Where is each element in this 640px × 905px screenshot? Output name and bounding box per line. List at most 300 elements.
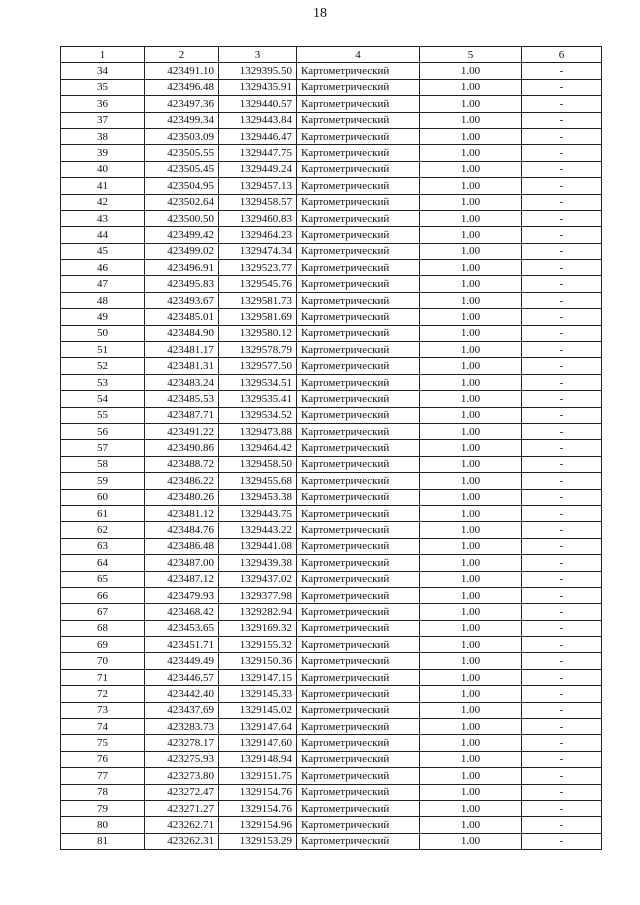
table-row — [61, 505, 602, 521]
cell-x-coordinate: 423275.93 — [145, 751, 219, 767]
cell-point-number: 65 — [61, 571, 145, 587]
cell-x-coordinate: 423496.48 — [145, 79, 219, 95]
table-row — [61, 358, 602, 374]
cell-x-coordinate: 423487.00 — [145, 555, 219, 571]
cell-y-coordinate: 1329455.68 — [219, 473, 297, 489]
cell-method: Картометрический — [297, 423, 420, 439]
header-col-5: 5 — [420, 47, 522, 63]
cell-x-coordinate: 423481.12 — [145, 505, 219, 521]
cell-point-number: 54 — [61, 391, 145, 407]
cell-y-coordinate: 1329443.75 — [219, 505, 297, 521]
table-row — [61, 227, 602, 243]
cell-x-coordinate: 423485.01 — [145, 309, 219, 325]
table-row — [61, 260, 602, 276]
cell-method: Картометрический — [297, 686, 420, 702]
cell-note: - — [522, 669, 602, 685]
cell-note: - — [522, 227, 602, 243]
cell-accuracy: 1.00 — [420, 374, 522, 390]
table-row — [61, 571, 602, 587]
cell-accuracy: 1.00 — [420, 833, 522, 849]
cell-method: Картометрический — [297, 768, 420, 784]
cell-method: Картометрический — [297, 571, 420, 587]
cell-x-coordinate: 423491.10 — [145, 63, 219, 79]
cell-note: - — [522, 833, 602, 849]
cell-note: - — [522, 620, 602, 636]
cell-note: - — [522, 604, 602, 620]
cell-note: - — [522, 276, 602, 292]
cell-accuracy: 1.00 — [420, 620, 522, 636]
cell-point-number: 56 — [61, 423, 145, 439]
cell-note: - — [522, 194, 602, 210]
cell-x-coordinate: 423453.65 — [145, 620, 219, 636]
cell-x-coordinate: 423487.71 — [145, 407, 219, 423]
cell-method: Картометрический — [297, 276, 420, 292]
table-row — [61, 391, 602, 407]
cell-accuracy: 1.00 — [420, 63, 522, 79]
cell-note: - — [522, 243, 602, 259]
cell-y-coordinate: 1329147.60 — [219, 735, 297, 751]
cell-accuracy: 1.00 — [420, 604, 522, 620]
table-row — [61, 653, 602, 669]
cell-y-coordinate: 1329441.08 — [219, 538, 297, 554]
cell-accuracy: 1.00 — [420, 292, 522, 308]
cell-y-coordinate: 1329458.57 — [219, 194, 297, 210]
cell-x-coordinate: 423493.67 — [145, 292, 219, 308]
cell-point-number: 59 — [61, 473, 145, 489]
cell-x-coordinate: 423483.24 — [145, 374, 219, 390]
cell-y-coordinate: 1329282.94 — [219, 604, 297, 620]
cell-method: Картометрический — [297, 719, 420, 735]
cell-accuracy: 1.00 — [420, 96, 522, 112]
cell-accuracy: 1.00 — [420, 342, 522, 358]
cell-note: - — [522, 96, 602, 112]
cell-point-number: 62 — [61, 522, 145, 538]
cell-point-number: 38 — [61, 128, 145, 144]
cell-y-coordinate: 1329443.84 — [219, 112, 297, 128]
cell-point-number: 68 — [61, 620, 145, 636]
header-col-4: 4 — [297, 47, 420, 63]
cell-y-coordinate: 1329449.24 — [219, 161, 297, 177]
table-row — [61, 407, 602, 423]
table-row — [61, 161, 602, 177]
cell-y-coordinate: 1329150.36 — [219, 653, 297, 669]
cell-method: Картометрический — [297, 309, 420, 325]
cell-note: - — [522, 260, 602, 276]
cell-point-number: 72 — [61, 686, 145, 702]
cell-point-number: 35 — [61, 79, 145, 95]
cell-note: - — [522, 637, 602, 653]
cell-accuracy: 1.00 — [420, 735, 522, 751]
cell-point-number: 51 — [61, 342, 145, 358]
cell-note: - — [522, 505, 602, 521]
cell-x-coordinate: 423502.64 — [145, 194, 219, 210]
cell-x-coordinate: 423278.17 — [145, 735, 219, 751]
cell-accuracy: 1.00 — [420, 538, 522, 554]
table-row — [61, 555, 602, 571]
table-row — [61, 309, 602, 325]
cell-method: Картометрический — [297, 161, 420, 177]
cell-y-coordinate: 1329458.50 — [219, 456, 297, 472]
table-row — [61, 833, 602, 849]
cell-accuracy: 1.00 — [420, 440, 522, 456]
table-row — [61, 178, 602, 194]
cell-method: Картометрический — [297, 620, 420, 636]
cell-y-coordinate: 1329578.79 — [219, 342, 297, 358]
cell-note: - — [522, 128, 602, 144]
cell-note: - — [522, 178, 602, 194]
cell-point-number: 60 — [61, 489, 145, 505]
cell-accuracy: 1.00 — [420, 325, 522, 341]
cell-method: Картометрический — [297, 505, 420, 521]
cell-note: - — [522, 79, 602, 95]
cell-accuracy: 1.00 — [420, 391, 522, 407]
cell-y-coordinate: 1329453.38 — [219, 489, 297, 505]
cell-x-coordinate: 423451.71 — [145, 637, 219, 653]
cell-accuracy: 1.00 — [420, 456, 522, 472]
cell-y-coordinate: 1329154.96 — [219, 817, 297, 833]
cell-note: - — [522, 63, 602, 79]
table-row — [61, 342, 602, 358]
cell-note: - — [522, 735, 602, 751]
cell-method: Картометрический — [297, 817, 420, 833]
cell-accuracy: 1.00 — [420, 637, 522, 653]
cell-accuracy: 1.00 — [420, 358, 522, 374]
cell-point-number: 36 — [61, 96, 145, 112]
table-row — [61, 587, 602, 603]
cell-method: Картометрический — [297, 637, 420, 653]
cell-y-coordinate: 1329534.51 — [219, 374, 297, 390]
cell-point-number: 79 — [61, 800, 145, 816]
cell-accuracy: 1.00 — [420, 276, 522, 292]
cell-x-coordinate: 423479.93 — [145, 587, 219, 603]
cell-method: Картометрический — [297, 227, 420, 243]
cell-point-number: 57 — [61, 440, 145, 456]
cell-point-number: 41 — [61, 178, 145, 194]
cell-method: Картометрический — [297, 555, 420, 571]
table-row — [61, 768, 602, 784]
cell-y-coordinate: 1329155.32 — [219, 637, 297, 653]
cell-y-coordinate: 1329443.22 — [219, 522, 297, 538]
cell-x-coordinate: 423505.45 — [145, 161, 219, 177]
cell-note: - — [522, 587, 602, 603]
cell-accuracy: 1.00 — [420, 79, 522, 95]
cell-x-coordinate: 423437.69 — [145, 702, 219, 718]
cell-method: Картометрический — [297, 145, 420, 161]
cell-accuracy: 1.00 — [420, 653, 522, 669]
cell-method: Картометрический — [297, 702, 420, 718]
table-row — [61, 145, 602, 161]
header-col-3: 3 — [219, 47, 297, 63]
cell-note: - — [522, 342, 602, 358]
cell-y-coordinate: 1329437.02 — [219, 571, 297, 587]
table-row — [61, 112, 602, 128]
cell-point-number: 66 — [61, 587, 145, 603]
cell-point-number: 49 — [61, 309, 145, 325]
table-body — [61, 63, 602, 850]
cell-point-number: 53 — [61, 374, 145, 390]
cell-point-number: 37 — [61, 112, 145, 128]
cell-method: Картометрический — [297, 79, 420, 95]
cell-point-number: 67 — [61, 604, 145, 620]
cell-method: Картометрический — [297, 391, 420, 407]
cell-method: Картометрический — [297, 587, 420, 603]
table-row — [61, 276, 602, 292]
cell-accuracy: 1.00 — [420, 407, 522, 423]
cell-y-coordinate: 1329464.42 — [219, 440, 297, 456]
cell-y-coordinate: 1329474.34 — [219, 243, 297, 259]
cell-x-coordinate: 423490.86 — [145, 440, 219, 456]
cell-point-number: 63 — [61, 538, 145, 554]
table-row — [61, 440, 602, 456]
table-row — [61, 194, 602, 210]
cell-x-coordinate: 423499.42 — [145, 227, 219, 243]
cell-y-coordinate: 1329151.75 — [219, 768, 297, 784]
cell-y-coordinate: 1329581.73 — [219, 292, 297, 308]
cell-method: Картометрический — [297, 112, 420, 128]
cell-method: Картометрический — [297, 374, 420, 390]
cell-point-number: 48 — [61, 292, 145, 308]
cell-y-coordinate: 1329435.91 — [219, 79, 297, 95]
cell-point-number: 74 — [61, 719, 145, 735]
table-row — [61, 79, 602, 95]
cell-x-coordinate: 423468.42 — [145, 604, 219, 620]
table-row — [61, 423, 602, 439]
cell-method: Картометрический — [297, 342, 420, 358]
cell-method: Картометрический — [297, 489, 420, 505]
table-row — [61, 522, 602, 538]
cell-note: - — [522, 653, 602, 669]
cell-method: Картометрический — [297, 784, 420, 800]
cell-method: Картометрический — [297, 833, 420, 849]
table-row — [61, 735, 602, 751]
header-col-2: 2 — [145, 47, 219, 63]
table-row — [61, 292, 602, 308]
cell-accuracy: 1.00 — [420, 227, 522, 243]
cell-y-coordinate: 1329439.38 — [219, 555, 297, 571]
cell-x-coordinate: 423504.95 — [145, 178, 219, 194]
cell-y-coordinate: 1329446.47 — [219, 128, 297, 144]
cell-x-coordinate: 423486.48 — [145, 538, 219, 554]
table-row — [61, 669, 602, 685]
table-row — [61, 456, 602, 472]
cell-y-coordinate: 1329377.98 — [219, 587, 297, 603]
cell-point-number: 43 — [61, 210, 145, 226]
header-col-1: 1 — [61, 47, 145, 63]
cell-y-coordinate: 1329153.29 — [219, 833, 297, 849]
cell-point-number: 34 — [61, 63, 145, 79]
cell-y-coordinate: 1329581.69 — [219, 309, 297, 325]
cell-y-coordinate: 1329169.32 — [219, 620, 297, 636]
cell-accuracy: 1.00 — [420, 784, 522, 800]
cell-x-coordinate: 423499.02 — [145, 243, 219, 259]
cell-point-number: 71 — [61, 669, 145, 685]
cell-note: - — [522, 555, 602, 571]
cell-y-coordinate: 1329395.50 — [219, 63, 297, 79]
table-row — [61, 751, 602, 767]
coordinates-table — [60, 46, 602, 850]
cell-method: Картометрический — [297, 358, 420, 374]
cell-y-coordinate: 1329440.57 — [219, 96, 297, 112]
table-row — [61, 817, 602, 833]
cell-y-coordinate: 1329147.15 — [219, 669, 297, 685]
cell-point-number: 64 — [61, 555, 145, 571]
cell-note: - — [522, 440, 602, 456]
table-row — [61, 243, 602, 259]
cell-method: Картометрический — [297, 473, 420, 489]
cell-accuracy: 1.00 — [420, 178, 522, 194]
cell-note: - — [522, 161, 602, 177]
cell-accuracy: 1.00 — [420, 817, 522, 833]
cell-point-number: 77 — [61, 768, 145, 784]
table-row — [61, 686, 602, 702]
cell-x-coordinate: 423484.76 — [145, 522, 219, 538]
cell-point-number: 76 — [61, 751, 145, 767]
cell-y-coordinate: 1329460.83 — [219, 210, 297, 226]
cell-note: - — [522, 702, 602, 718]
cell-x-coordinate: 423442.40 — [145, 686, 219, 702]
cell-accuracy: 1.00 — [420, 800, 522, 816]
table-row — [61, 128, 602, 144]
cell-x-coordinate: 423480.26 — [145, 489, 219, 505]
cell-note: - — [522, 374, 602, 390]
cell-point-number: 45 — [61, 243, 145, 259]
cell-note: - — [522, 145, 602, 161]
cell-method: Картометрический — [297, 178, 420, 194]
cell-y-coordinate: 1329535.41 — [219, 391, 297, 407]
cell-method: Картометрический — [297, 669, 420, 685]
cell-note: - — [522, 325, 602, 341]
cell-y-coordinate: 1329154.76 — [219, 800, 297, 816]
cell-x-coordinate: 423497.36 — [145, 96, 219, 112]
cell-point-number: 80 — [61, 817, 145, 833]
cell-x-coordinate: 423283.73 — [145, 719, 219, 735]
cell-accuracy: 1.00 — [420, 489, 522, 505]
cell-point-number: 40 — [61, 161, 145, 177]
cell-method: Картометрический — [297, 128, 420, 144]
cell-method: Картометрический — [297, 538, 420, 554]
cell-method: Картометрический — [297, 325, 420, 341]
cell-method: Картометрический — [297, 653, 420, 669]
cell-note: - — [522, 391, 602, 407]
cell-x-coordinate: 423481.31 — [145, 358, 219, 374]
cell-y-coordinate: 1329145.02 — [219, 702, 297, 718]
table-row — [61, 620, 602, 636]
cell-y-coordinate: 1329148.94 — [219, 751, 297, 767]
cell-accuracy: 1.00 — [420, 522, 522, 538]
cell-note: - — [522, 817, 602, 833]
cell-accuracy: 1.00 — [420, 719, 522, 735]
cell-point-number: 78 — [61, 784, 145, 800]
cell-note: - — [522, 768, 602, 784]
cell-point-number: 69 — [61, 637, 145, 653]
cell-accuracy: 1.00 — [420, 145, 522, 161]
table-row — [61, 784, 602, 800]
cell-accuracy: 1.00 — [420, 260, 522, 276]
cell-x-coordinate: 423446.57 — [145, 669, 219, 685]
cell-note: - — [522, 784, 602, 800]
cell-method: Картометрический — [297, 604, 420, 620]
table-row — [61, 63, 602, 79]
cell-accuracy: 1.00 — [420, 128, 522, 144]
cell-point-number: 58 — [61, 456, 145, 472]
cell-y-coordinate: 1329577.50 — [219, 358, 297, 374]
cell-point-number: 47 — [61, 276, 145, 292]
cell-method: Картометрический — [297, 800, 420, 816]
cell-y-coordinate: 1329147.64 — [219, 719, 297, 735]
cell-method: Картометрический — [297, 407, 420, 423]
cell-y-coordinate: 1329457.13 — [219, 178, 297, 194]
cell-y-coordinate: 1329580.12 — [219, 325, 297, 341]
cell-note: - — [522, 522, 602, 538]
cell-accuracy: 1.00 — [420, 243, 522, 259]
cell-x-coordinate: 423503.09 — [145, 128, 219, 144]
table-row — [61, 604, 602, 620]
cell-note: - — [522, 800, 602, 816]
table-row — [61, 473, 602, 489]
cell-accuracy: 1.00 — [420, 423, 522, 439]
cell-accuracy: 1.00 — [420, 194, 522, 210]
cell-point-number: 75 — [61, 735, 145, 751]
cell-method: Картометрический — [297, 260, 420, 276]
cell-method: Картометрический — [297, 440, 420, 456]
table-row — [61, 374, 602, 390]
cell-method: Картометрический — [297, 292, 420, 308]
table-header-row — [61, 47, 602, 63]
cell-x-coordinate: 423449.49 — [145, 653, 219, 669]
cell-x-coordinate: 423488.72 — [145, 456, 219, 472]
cell-accuracy: 1.00 — [420, 768, 522, 784]
cell-x-coordinate: 423491.22 — [145, 423, 219, 439]
table-row — [61, 96, 602, 112]
cell-x-coordinate: 423273.80 — [145, 768, 219, 784]
cell-y-coordinate: 1329154.76 — [219, 784, 297, 800]
cell-point-number: 73 — [61, 702, 145, 718]
cell-note: - — [522, 210, 602, 226]
cell-x-coordinate: 423262.71 — [145, 817, 219, 833]
table-row — [61, 702, 602, 718]
cell-method: Картометрический — [297, 456, 420, 472]
cell-note: - — [522, 686, 602, 702]
cell-accuracy: 1.00 — [420, 686, 522, 702]
cell-note: - — [522, 719, 602, 735]
cell-point-number: 39 — [61, 145, 145, 161]
cell-note: - — [522, 423, 602, 439]
cell-x-coordinate: 423486.22 — [145, 473, 219, 489]
cell-y-coordinate: 1329473.88 — [219, 423, 297, 439]
cell-point-number: 52 — [61, 358, 145, 374]
cell-note: - — [522, 473, 602, 489]
cell-note: - — [522, 489, 602, 505]
cell-note: - — [522, 112, 602, 128]
cell-y-coordinate: 1329447.75 — [219, 145, 297, 161]
cell-x-coordinate: 423272.47 — [145, 784, 219, 800]
table-row — [61, 210, 602, 226]
table-row — [61, 800, 602, 816]
cell-x-coordinate: 423485.53 — [145, 391, 219, 407]
cell-note: - — [522, 292, 602, 308]
cell-point-number: 46 — [61, 260, 145, 276]
cell-method: Картометрический — [297, 63, 420, 79]
cell-point-number: 42 — [61, 194, 145, 210]
cell-accuracy: 1.00 — [420, 505, 522, 521]
cell-y-coordinate: 1329534.52 — [219, 407, 297, 423]
cell-accuracy: 1.00 — [420, 571, 522, 587]
table-row — [61, 719, 602, 735]
cell-accuracy: 1.00 — [420, 555, 522, 571]
cell-x-coordinate: 423505.55 — [145, 145, 219, 161]
cell-note: - — [522, 309, 602, 325]
cell-point-number: 55 — [61, 407, 145, 423]
